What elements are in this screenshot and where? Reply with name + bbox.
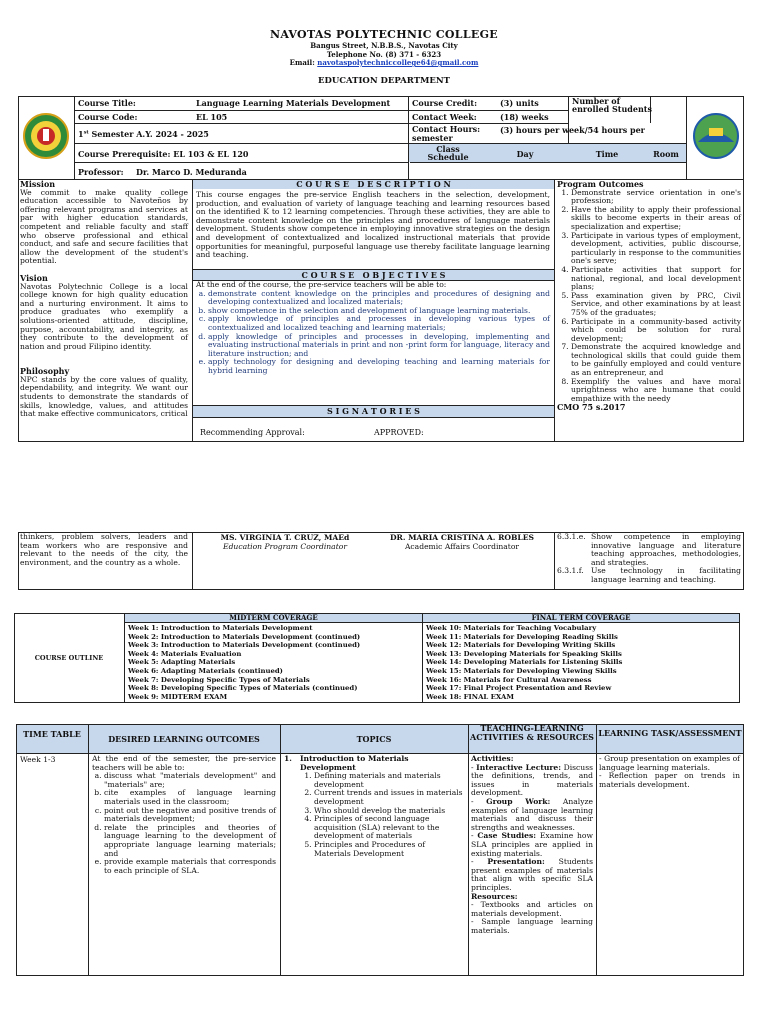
city-seal-icon [687,96,745,180]
midterm-heading: MIDTERM COVERAGE [229,613,318,622]
room-label: Room [653,149,679,159]
midterm-week-item: Week 8: Developing Specific Types of Materials (continued) [128,684,358,693]
midterm-week-item: Week 4: Materials Evaluation [128,649,242,658]
program-outcomes-column [557,180,741,412]
outcomes-heading: Program Outcomes [557,179,644,189]
midterm-list [128,624,422,701]
dlo-item: a. discuss what "materials development" and "materials" are; [104,772,276,789]
objective-item: b. show competence in the selection and development of language learning materials. [208,307,550,316]
final-week-item: Week 18: FINAL EXAM [426,692,514,701]
final-week-item: Week 12: Materials for Developing Writing Skills [426,641,616,650]
midterm-week-item: Week 7: Developing Specific Types of Materials [128,675,310,684]
activities-list [471,764,593,893]
semester-label: 1st Semester A.Y. 2024 - 2025 [78,129,209,139]
outcomes-list [557,189,741,404]
mission-text: We commit to make quality college education accessible to Navoteños by offering relevant programs and services at par with higher education standards, competent and reliable faculty and staff who observe professional and ethical conduct, and safe and secure facilities that allow the development of the student's potential. [20,187,188,266]
topic-item: 5. Principles and Procedures of Materials Development [314,841,464,858]
dlo-item: e. provide example materials that corresponds to each principle of SLA. [104,858,276,875]
signatory2-name: DR. MARIA CRISTINA A. ROBLES [389,533,535,542]
philosophy-text: NPC stands by the core values of quality, dependability, and integrity. We want our students to demonstrate the standards of skills, knowledge, values, and attitudes that make effective communicators, critical [20,374,188,419]
outcome-item: 8. Exemplify the values and have moral uprightness who are humane that could empathize with the needy [571,378,741,404]
objectives-intro: At the end of the course, the pre-service teachers will be able to: [196,280,447,289]
schedule-label: Class Schedule [427,144,469,162]
email-label: Email: [289,58,315,67]
final-week-item: Week 10: Materials for Teaching Vocabulary [426,624,597,632]
final-list [426,624,738,701]
prerequisite-label: Course Prerequisite: EL 103 & EL 120 [78,149,249,159]
objective-item: a. demonstrate content knowledge on the principles and procedures of designing and developing contextualized and localized materials; [208,290,550,307]
topic-list [284,772,464,858]
week-label: Week 1-3 [20,755,56,764]
activities-cell [471,755,593,935]
dlo-item: c. point out the negative and positive trends of materials development; [104,807,276,824]
course-code-label: Course Code: [78,112,138,122]
course-info-grid [74,96,686,180]
objectives-heading: C O U R S E O B J E C T I V E S [193,269,554,281]
weeks-label: Contact Week: [412,112,477,122]
activity-text: Analyze examples of language learning materials and discuss their strengths and weaknesses. [471,796,593,832]
resource-item: - Textbooks and articles on materials development. [471,900,593,918]
assessment-item: - Group presentation on examples of language learning materials. [599,754,740,772]
outcome-item: 2. Have the ability to apply their professional skills to become experts in their areas of specialization and expertise; [571,206,741,232]
final-week-item: Week 16: Materials for Cultural Awareness [426,675,592,684]
dlo-list [92,772,276,875]
activity-text: Examine how SLA principles are applied in existing materials. [471,831,593,858]
credit-label: Course Credit: [412,98,478,108]
activities-heading: Activities: [471,754,514,763]
objective-item: d. apply knowledge of principles and processes in developing, implementing and evaluating instructional materials in print and non -print form for language, literacy and literature instruction; and [208,333,550,359]
topic-item: 2. Current trends and issues in materials development [314,789,464,806]
assessment-cell [599,755,740,789]
course-title-label: Course Title: [78,98,136,108]
outcome-item: 6. Participate in a community-based activity which could be solution for rural development; [571,318,741,344]
activity-text: Students present examples of materials that align with specific SLA principles. [471,857,593,892]
objective-item: e. apply technology for designing and developing teaching and learning materials for hybrid learning [208,358,550,375]
activity-label: Case Studies: [477,831,537,841]
activity-label: Presentation: [487,857,545,867]
cmo-label: CMO 75 s.2017 [557,402,626,413]
topic-item: 4. Principles of second language acquisition (SLA) relevant to the development of materials [314,815,464,841]
th-outcomes: DESIRED LEARNING OUTCOMES [108,734,260,744]
midterm-week-item: Week 5: Adapting Materials [128,658,236,667]
th-time-table: TIME TABLE [23,729,81,739]
final-week-item: Week 13: Developing Materials for Speaking Skills [426,649,622,658]
dlo-item: b. cite examples of language learning materials used in the classroom; [104,789,276,806]
professor-value: Dr. Marco D. Meduranda [136,167,247,177]
objective-item: c. apply knowledge of principles and processes in developing various types of contextualized and localized teaching and learning materials; [208,315,550,332]
assessment-list [599,755,740,789]
philosophy-heading: Philosophy [20,366,70,377]
topics-cell: 1. Introduction to Materials Development 1. Defining materials and materials development 2. Current trends and issues in materials development 3. Who should develop the materials 4. Principles of second language acquisition (SLA) relevant to the development of materials 5. Principles and Procedures of Materials Development [284,755,464,858]
course-outline-label: COURSE OUTLINE [34,654,104,662]
final-week-item: Week 15: Materials for Developing Viewing Skills [426,666,617,675]
midterm-week-item: Week 1: Introduction to Materials Development [128,624,313,632]
outcome-item: 5. Pass examination given by PRC, Civil Service, and other examinations by at least 75% of the graduates; [571,292,741,318]
outcome-item: 1. Demonstrate service orientation in one's profession; [571,189,741,206]
topic-item: 1. Defining materials and materials development [314,772,464,789]
course-title-value: Language Learning Materials Development [196,98,391,108]
college-seal-icon [18,96,74,180]
topic-item: 3. Who should develop the materials [314,807,464,816]
resources-heading: Resources: [471,891,518,901]
outcomes-continued: 6.3.1.e. Show competence in employing innovative language and literature teaching approaches, methodologies, and strategies. 6.3.1.f. Use technology in facilitating language learning and teaching. [557,532,741,584]
signatory1-role: Education Program Coordinator [223,542,347,551]
final-week-item: Week 11: Materials for Developing Reading Skills [426,632,618,641]
objectives-block [196,281,550,376]
college-telephone: Telephone No. (8) 371 - 6323 [326,50,442,59]
activity-label: Group Work: [486,796,551,806]
professor-label: Professor: [78,167,124,177]
enrolled-label: Number of enrolled Students [572,96,652,114]
signatory1-name: MS. VIRGINIA T. CRUZ, MAEd [220,533,350,542]
th-topics: TOPICS [356,734,392,744]
outcome-item: 3. Participate in various types of employment, development, activities, public discourse, particularly in response to the communities one's serve; [571,232,741,266]
topic-title: Introduction to Materials Development [300,754,409,772]
midterm-week-item: Week 2: Introduction to Materials Development (continued) [128,632,361,641]
day-label: Day [516,149,534,159]
hours-label: Contact Hours: semester [412,124,481,143]
philosophy-continued: thinkers, problem solvers, leaders and team workers who are responsive and relevant to the needs of the city, the environment, and the country as a whole. [20,532,188,567]
department-title: EDUCATION DEPARTMENT [317,76,451,86]
right-logo-cell [686,96,745,180]
assessment-item: - Reflection paper on trends in materials development. [599,771,740,789]
college-name: NAVOTAS POLYTECHNIC COLLEGE [270,28,498,41]
recommending-label: Recommending Approval: [200,428,305,437]
email-link[interactable]: navotaspolytechniccollege64@gmail.com [317,58,479,67]
activity-label: Interactive Lecture: [476,762,562,772]
activity-item: - Group Work: Analyze examples of language learning materials and discuss their strengths and weaknesses. [471,796,593,832]
midterm-week-item: Week 6: Adapting Materials (continued) [128,666,283,675]
signatories-heading: S I G N A T O R I E S [193,405,554,418]
college-email-line [0,58,768,67]
signatory2-role: Academic Affairs Coordinator [404,542,520,551]
outcome-item: 7. Demonstrate the acquired knowledge and technological skills that could guide them to be gainfully employed and could venture as an entrepreneur, and [571,343,741,377]
dlo-item: d. relate the principles and theories of language learning to the development of appropriate language learning materials; and [104,824,276,858]
dlo-intro: At the end of the semester, the pre-service teachers will be able to: [92,754,276,772]
hours-value: (3) hours per week/54 hours per [500,125,645,135]
activity-item: - Case Studies: Examine how SLA principles are applied in existing materials. [471,831,593,858]
mission-vision-column [20,180,188,419]
weeks-value: (18) weeks [500,112,549,122]
activity-item: - Interactive Lecture: Discuss the definitions, trends, and issues in materials development. [471,762,593,798]
resource-item: - Sample language learning materials. [471,917,593,935]
approved-label: APPROVED: [374,428,424,437]
vision-heading: Vision [20,272,48,283]
objectives-list [196,290,550,376]
final-week-item: Week 17: Final Project Presentation and Review [426,684,612,693]
outcome-item: 4. Participate activities that support for national, regional, and local development plans; [571,266,741,292]
time-label: Time [595,149,619,159]
college-address: Bangus Street, N.B.B.S., Navotas City [310,41,458,50]
course-code-value: EL 105 [196,112,228,122]
th-assessment: LEARNING TASK/ASSESSMENT [598,728,742,738]
activity-item: - Presentation: Students present examples of materials that align with specific SLA principles. [471,857,593,892]
resources-list [471,901,593,935]
dlo-cell [92,755,276,875]
description-heading: C O U R S E D E S C R I P T I O N [193,180,554,189]
vision-text: Navotas Polytechnic College is a local college known for high quality education and a nurturing environment. It aims to produce graduates who exemplify a solutions-oriented attitude, discipline, purpose, accountability, and integrity, as they contribute to the development of nation and proud Filipino identity. [20,281,188,351]
final-heading: FINAL TERM COVERAGE [531,613,631,622]
mission-heading: Mission [20,179,56,189]
th-activities: TEACHING-LEARNING ACTIVITIES & RESOURCES [470,723,594,743]
description-text: This course engages the pre-service English teachers in the selection, development, production, and evaluation of variety of language teaching and learning resources based on the identified K to 12 learning competencies. Through these activities, they are able to demonstrate content knowledge on the principles and procedures of language materials development. Students show competence in employing innovative strategies on the design and development of contextualized and localized instructional materials that provide opportunities for meaningful, purposeful language use thereby facilitate language learning and teaching. [196,190,550,260]
left-logo-cell [18,96,75,180]
midterm-week-item: Week 3: Introduction to Materials Development (continued) [128,641,361,650]
midterm-week-item: Week 9: MIDTERM EXAM [128,692,228,701]
final-week-item: Week 14: Developing Materials for Listening Skills [426,658,623,667]
credit-value: (3) units [500,98,539,108]
activity-text: Discuss the definitions, trends, and issues in materials development. [471,762,593,798]
